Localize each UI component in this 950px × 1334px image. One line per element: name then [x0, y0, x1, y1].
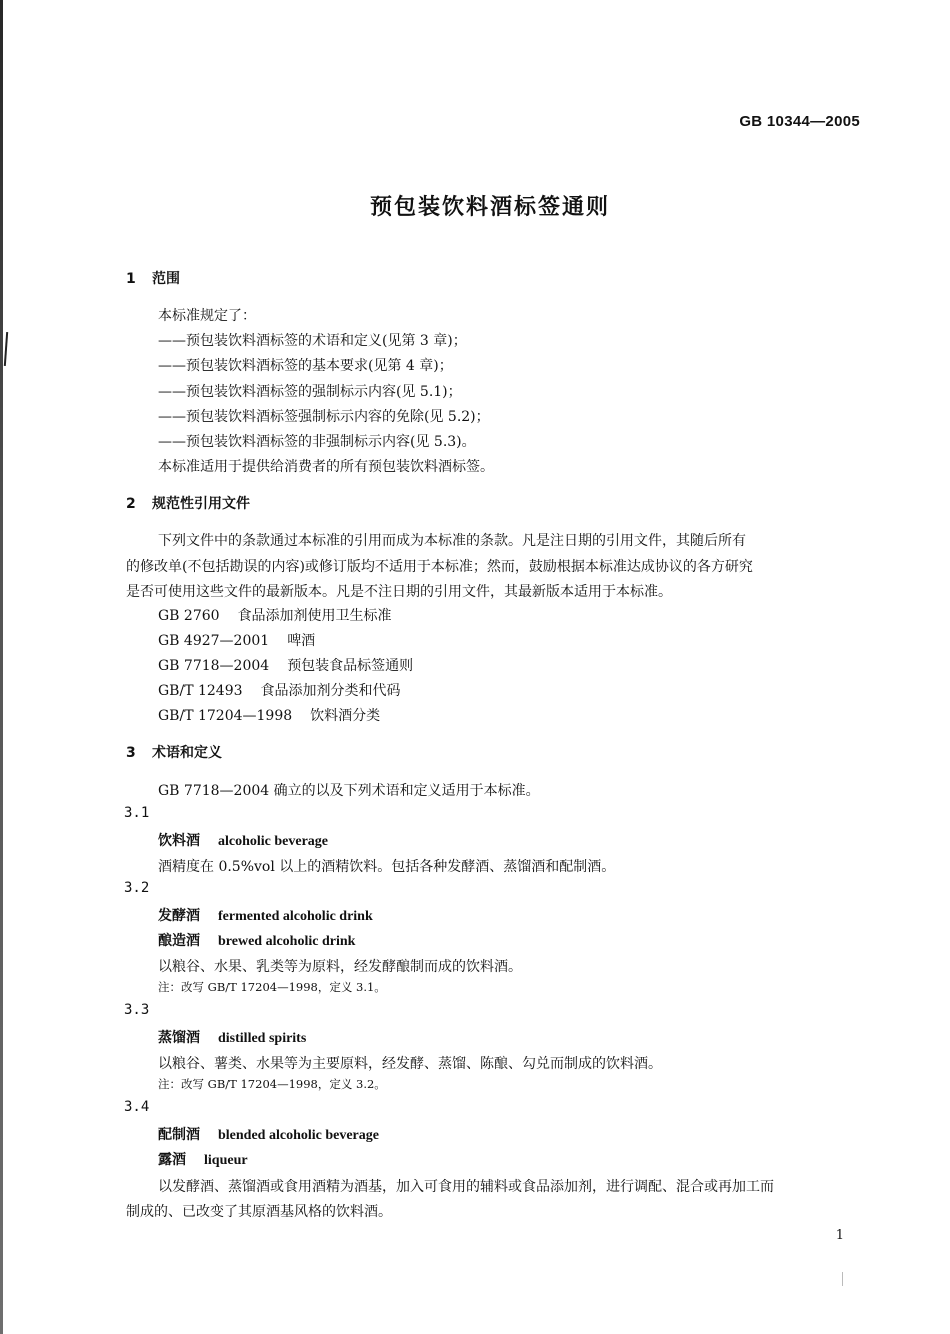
normative-reference	[158, 655, 413, 675]
clause-number: 3.3	[124, 1002, 150, 1018]
term-zh: 饮料酒	[158, 833, 200, 849]
section-title: 术语和定义	[152, 745, 222, 761]
term-note: 注：改写 GB/T 17204—1998，定义 3.1。	[158, 980, 386, 994]
section-1-line: ——预包装饮料酒标签的非强制标示内容(见 5.3)。	[158, 434, 476, 450]
clause-number: 3.4	[124, 1099, 150, 1115]
reference-title: 啤酒	[287, 633, 316, 649]
term-definition: 以粮谷、水果、乳类等为原料，经发酵酿制而成的饮料酒。	[158, 959, 522, 975]
reference-code: GB 7718—2004	[158, 658, 270, 674]
clause-number: 3.2	[124, 880, 150, 896]
term-en: fermented alcoholic drink	[218, 909, 373, 924]
term-definition: 以发酵酒、蒸馏酒或食用酒精为酒基，加入可食用的辅料或食品添加剂，进行调配、混合或再加工而	[158, 1179, 774, 1195]
section-title: 规范性引用文件	[152, 496, 250, 512]
term-entry	[158, 905, 373, 925]
section-2-heading	[126, 493, 250, 513]
section-1-line: ——预包装饮料酒标签的强制标示内容(见 5.1)；	[158, 384, 462, 400]
term-entry	[158, 930, 355, 950]
term-definition: 制成的、已改变了其原酒基风格的饮料酒。	[126, 1204, 392, 1220]
section-1-line: 本标准适用于提供给消费者的所有预包装饮料酒标签。	[158, 459, 494, 475]
term-entry	[158, 1149, 248, 1169]
term-zh: 发酵酒	[158, 908, 200, 924]
scan-tick	[842, 1272, 843, 1286]
normative-reference	[158, 680, 401, 700]
term-en: alcoholic beverage	[218, 834, 329, 849]
section-2-paragraph-line: 的修改单(不包括勘误的内容)或修订版均不适用于本标准；然而，鼓励根据本标准达成协议的各方研究	[126, 559, 753, 575]
term-zh: 蒸馏酒	[158, 1030, 200, 1046]
term-definition: 酒精度在 0.5%vol 以上的酒精饮料。包括各种发酵酒、蒸馏酒和配制酒。	[158, 859, 616, 875]
reference-code: GB/T 17204—1998	[158, 708, 293, 724]
section-1-line: ——预包装饮料酒标签的术语和定义(见第 3 章)；	[158, 333, 467, 349]
term-note: 注：改写 GB/T 17204—1998，定义 3.2。	[158, 1077, 386, 1091]
section-2-paragraph-line: 下列文件中的条款通过本标准的引用而成为本标准的条款。凡是注日期的引用文件，其随后所有	[158, 533, 746, 549]
reference-title: 食品添加剂使用卫生标准	[237, 608, 392, 624]
clause-number: 3.1	[124, 805, 150, 821]
standard-number: GB 10344—2005	[739, 113, 860, 130]
section-title: 范围	[152, 271, 180, 287]
reference-title: 饮料酒分类	[310, 708, 381, 724]
reference-title: 食品添加剂分类和代码	[260, 683, 401, 699]
section-1-line: ——预包装饮料酒标签的基本要求(见第 4 章)；	[158, 358, 453, 374]
normative-reference	[158, 705, 380, 725]
document-title: 预包装饮料酒标签通则	[369, 195, 610, 220]
section-2-paragraph-line: 是否可使用这些文件的最新版本。凡是不注日期的引用文件，其最新版本适用于本标准。	[126, 584, 672, 600]
reference-code: GB 4927—2001	[158, 633, 270, 649]
term-en: distilled spirits	[218, 1031, 307, 1046]
section-number: 1	[126, 271, 136, 287]
normative-reference	[158, 605, 392, 625]
section-1-heading	[126, 268, 180, 288]
term-definition: 以粮谷、薯类、水果等为主要原料，经发酵、蒸馏、陈酿、勾兑而制成的饮料酒。	[158, 1056, 662, 1072]
term-zh: 露酒	[158, 1152, 186, 1168]
reference-code: GB 2760	[158, 608, 220, 624]
scan-mark	[4, 332, 8, 366]
term-en: liqueur	[204, 1153, 248, 1168]
normative-reference	[158, 630, 315, 650]
reference-title: 预包装食品标签通则	[287, 658, 414, 674]
term-zh: 酿造酒	[158, 933, 200, 949]
section-number: 3	[126, 745, 136, 761]
section-3-heading	[126, 742, 222, 762]
term-en: brewed alcoholic drink	[218, 934, 356, 949]
reference-code: GB/T 12493	[158, 683, 243, 699]
term-zh: 配制酒	[158, 1127, 200, 1143]
page-number: 1	[835, 1228, 844, 1243]
term-entry	[158, 1124, 379, 1144]
section-3-intro: GB 7718—2004 确立的以及下列术语和定义适用于本标准。	[158, 783, 540, 799]
section-number: 2	[126, 496, 136, 512]
term-entry	[158, 1027, 306, 1047]
term-en: blended alcoholic beverage	[218, 1128, 379, 1143]
section-1-line: ——预包装饮料酒标签强制标示内容的免除(见 5.2)；	[158, 409, 490, 425]
section-1-line: 本标准规定了：	[158, 308, 256, 324]
term-entry	[158, 830, 328, 850]
